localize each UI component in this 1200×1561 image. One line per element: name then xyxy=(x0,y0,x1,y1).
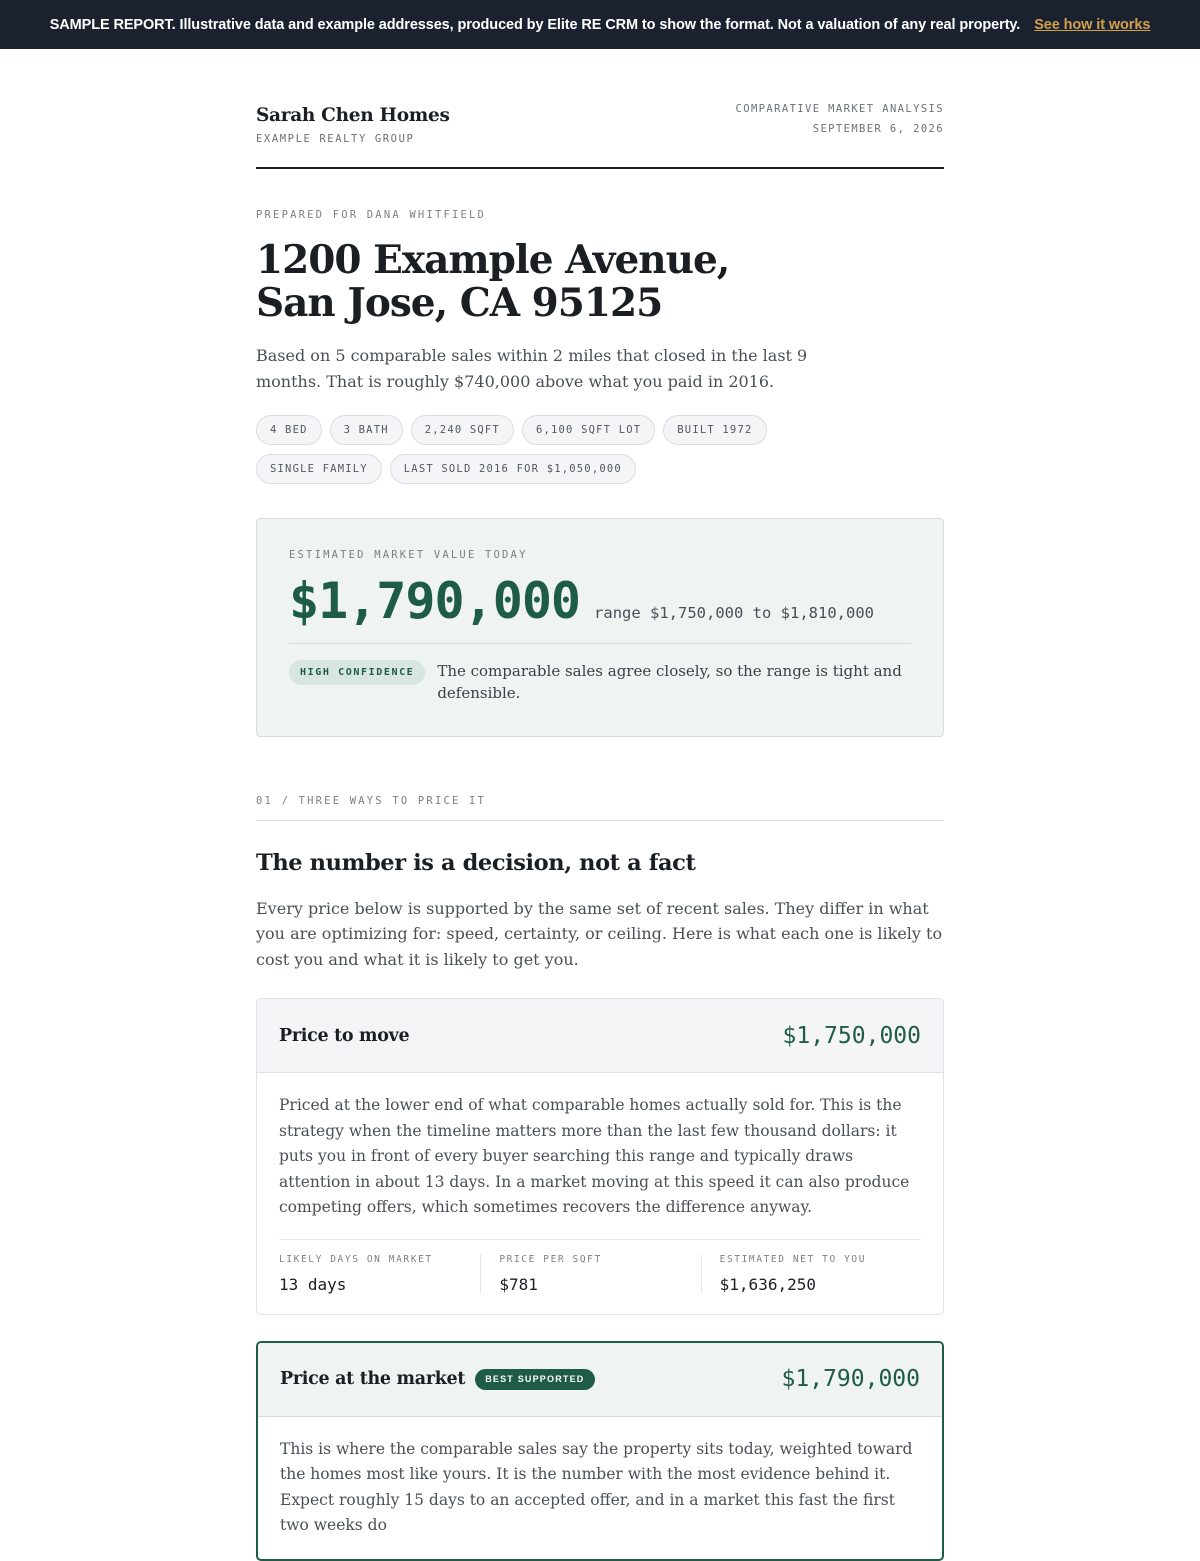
section-heading: The number is a decision, not a fact xyxy=(256,850,696,876)
property-address: 1200 Example Avenue, San Jose, CA 95125 xyxy=(256,237,730,326)
property-facts xyxy=(256,415,896,484)
report-page xyxy=(256,49,944,1561)
strategy-card-price-to-move xyxy=(256,998,944,1315)
metric-value: 13 days xyxy=(279,1274,347,1294)
sample-report-banner xyxy=(0,0,1200,49)
metric-value: $1,636,250 xyxy=(719,1274,816,1294)
fact-chip-type: SINGLE FAMILY xyxy=(256,454,382,484)
fact-chip-last-sold: LAST SOLD 2016 FOR $1,050,000 xyxy=(390,454,636,484)
report-date: SEPTEMBER 6, 2026 xyxy=(812,123,944,135)
banner-text: SAMPLE REPORT. Illustrative data and example addresses, produced by Elite RE CRM to show the format. Not a valuation of any real property. xyxy=(49,16,1021,33)
metric-net-to-you xyxy=(701,1254,921,1294)
report-header xyxy=(256,49,944,169)
strategy-description: This is where the comparable sales say the property sits today, weighted toward the homes most like yours. It is the number with the most evidence behind it. Expect roughly 15 days to an accepted offer, and in a market this fast the first two weeks do xyxy=(280,1439,913,1535)
confidence-badge: HIGH CONFIDENCE xyxy=(289,660,425,685)
see-how-it-works-link[interactable]: See how it works xyxy=(1034,16,1151,33)
report-type: COMPARATIVE MARKET ANALYSIS xyxy=(735,103,944,115)
confidence-text: The comparable sales agree closely, so the range is tight and defensible. xyxy=(437,662,902,702)
value-label: ESTIMATED MARKET VALUE TODAY xyxy=(289,549,528,561)
strategy-title: Price at the market xyxy=(280,1369,466,1390)
fact-chip-lot: 6,100 SQFT LOT xyxy=(522,415,655,445)
estimated-value-panel xyxy=(256,518,944,737)
comps-summary: Based on 5 comparable sales within 2 miles that closed in the last 9 months. That is roughly $740,000 above what you paid in 2016. xyxy=(256,346,808,391)
metric-price-per-sqft xyxy=(480,1254,700,1294)
strategy-metrics xyxy=(279,1239,921,1294)
fact-chip-beds: 4 BED xyxy=(256,415,322,445)
confidence-row xyxy=(289,660,911,704)
value-range: range $1,750,000 to $1,810,000 xyxy=(594,604,874,622)
strategy-card-body xyxy=(258,1417,942,1559)
strategy-title-row xyxy=(280,1369,595,1390)
strategy-card-header xyxy=(257,999,943,1073)
metric-value: $781 xyxy=(499,1274,538,1294)
agent-name: Sarah Chen Homes xyxy=(256,105,450,126)
strategy-card-price-at-market xyxy=(256,1341,944,1561)
metric-label: LIKELY DAYS ON MARKET xyxy=(279,1253,433,1265)
value-row xyxy=(289,573,911,644)
brokerage-name: EXAMPLE REALTY GROUP xyxy=(256,133,415,145)
prepared-for: PREPARED FOR DANA WHITFIELD xyxy=(256,209,487,221)
fact-chip-sqft: 2,240 SQFT xyxy=(411,415,514,445)
strategy-price: $1,750,000 xyxy=(782,1022,921,1049)
metric-label: ESTIMATED NET TO YOU xyxy=(719,1253,867,1265)
metric-label: PRICE PER SQFT xyxy=(499,1253,602,1265)
strategy-card-body xyxy=(257,1073,943,1314)
section-intro: Every price below is supported by the same set of recent sales. They differ in what you are optimizing for: speed, certainty, or ceiling. Here is what each one is likely to cost you and what it is likely to get you. xyxy=(256,898,943,969)
report-meta xyxy=(736,99,944,145)
strategy-title: Price to move xyxy=(279,1025,410,1046)
agent-brand xyxy=(256,105,450,145)
fact-chip-baths: 3 BATH xyxy=(330,415,403,445)
strategy-description: Priced at the lower end of what comparable homes actually sold for. This is the strategy when the timeline matters more than the last few thousand dollars: it puts you in front of every buyer searching this range and typically draws attention in about 13 days. In a market moving at this speed it can also produce competing offers, which sometimes recovers the difference anyway. xyxy=(279,1096,910,1217)
fact-chip-built: BUILT 1972 xyxy=(663,415,766,445)
strategy-price: $1,790,000 xyxy=(781,1366,920,1393)
best-supported-badge: BEST SUPPORTED xyxy=(475,1369,594,1390)
estimated-value: $1,790,000 xyxy=(289,572,581,630)
strategy-card-header xyxy=(258,1343,942,1417)
section-label: 01 / THREE WAYS TO PRICE IT xyxy=(256,795,944,821)
metric-days-on-market xyxy=(279,1254,480,1294)
